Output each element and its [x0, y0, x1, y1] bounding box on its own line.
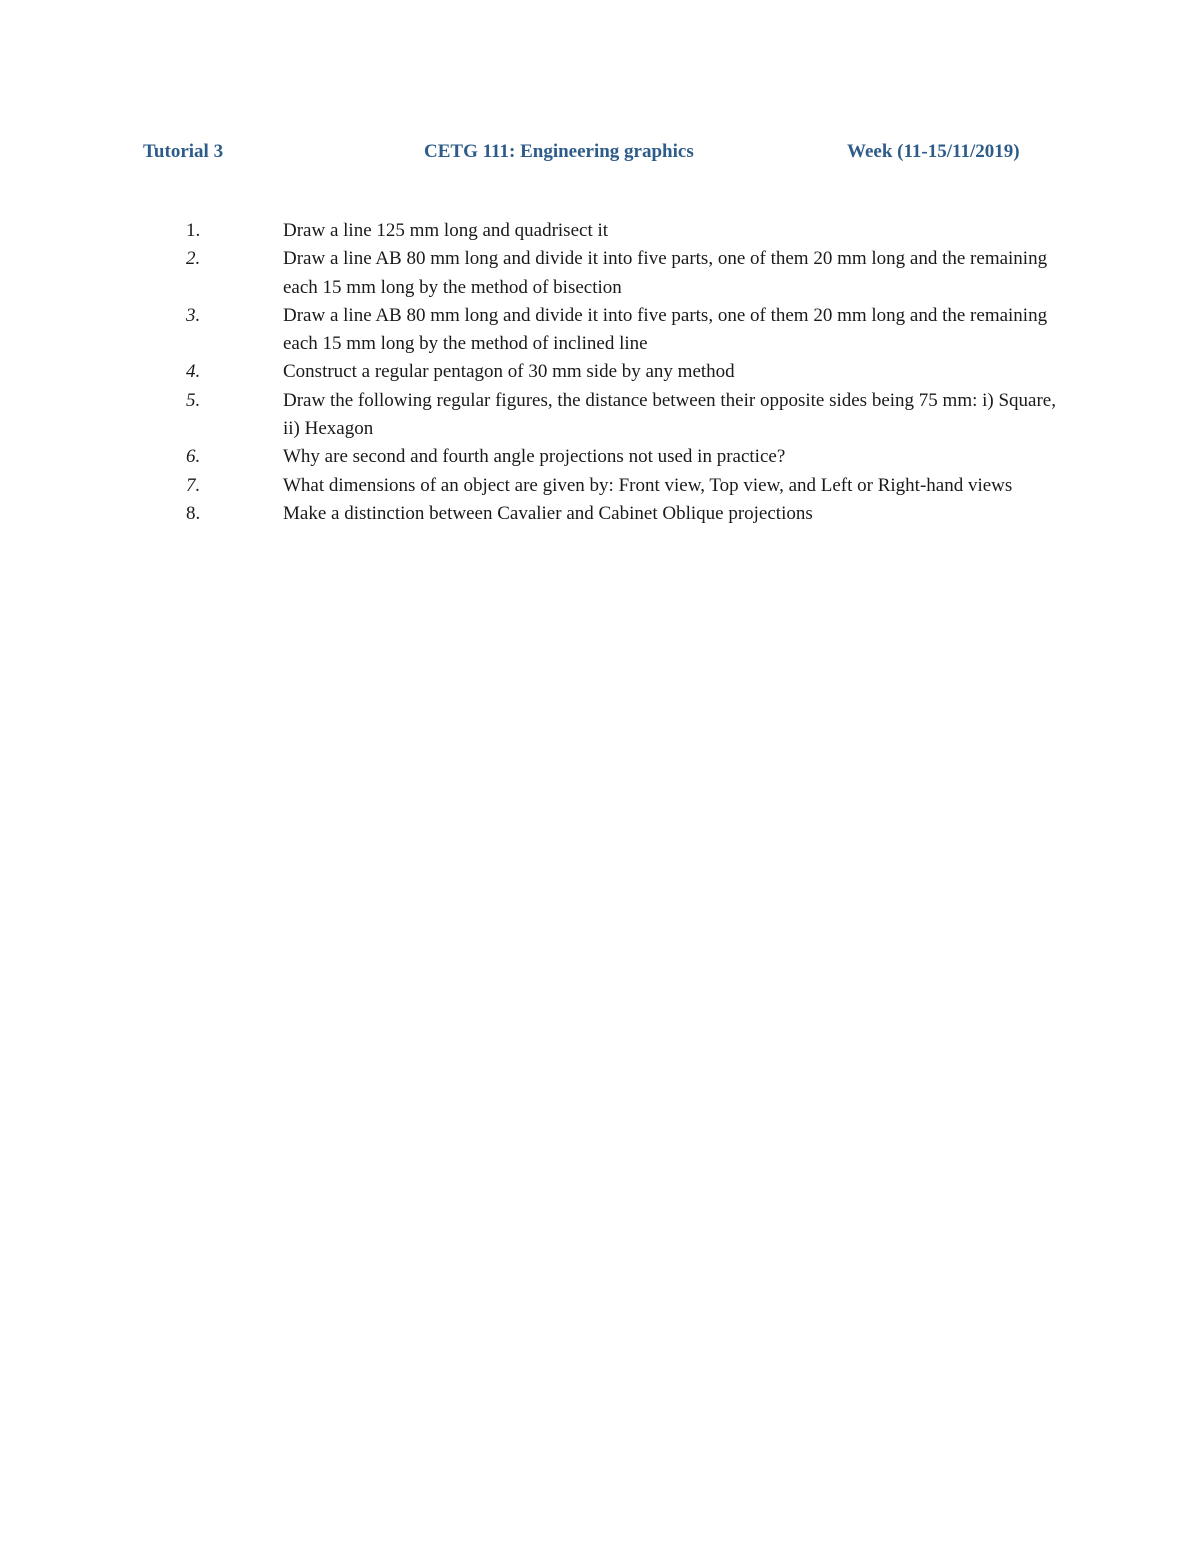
list-item	[0, 358, 1200, 386]
question-text: Draw the following regular figures, the distance between their opposite sides being 75 mm: i) Square, ii) Hexagon	[283, 389, 1056, 440]
list-item	[0, 472, 1200, 500]
question-number: 2.	[186, 248, 201, 270]
list-item	[0, 387, 1200, 444]
tutorial-label: Tutorial 3	[143, 141, 224, 162]
question-number: 3.	[186, 304, 201, 326]
question-number: 7.	[186, 474, 201, 496]
question-text: Draw a line AB 80 mm long and divide it into five parts, one of them 20 mm long and the remaining each 15 mm long by the method of inclined line	[283, 304, 1048, 355]
question-text: Draw a line 125 mm long and quadrisect it	[283, 220, 609, 241]
question-list	[0, 217, 1200, 528]
course-title: CETG 111: Engineering graphics	[424, 141, 694, 162]
question-text: What dimensions of an object are given by: Front view, Top view, and Left or Right-hand views	[283, 474, 1013, 496]
list-item	[0, 245, 1200, 302]
question-number: 6.	[186, 446, 201, 468]
week-label: Week (11-15/11/2019)	[847, 141, 1020, 162]
question-text: Construct a regular pentagon of 30 mm side by any method	[283, 361, 735, 383]
list-item	[0, 217, 1200, 245]
list-item	[0, 500, 1200, 528]
question-text: Draw a line AB 80 mm long and divide it into five parts, one of them 20 mm long and the remaining each 15 mm long by the method of bisection	[283, 248, 1048, 298]
question-text: Why are second and fourth angle projections not used in practice?	[283, 446, 786, 468]
question-number: 8.	[186, 502, 201, 524]
question-number: 4.	[186, 361, 201, 383]
page-header	[0, 141, 1200, 169]
list-item	[0, 443, 1200, 471]
question-text: Make a distinction between Cavalier and Cabinet Oblique projections	[283, 502, 813, 524]
list-item	[0, 302, 1200, 359]
question-number: 1.	[186, 220, 201, 241]
question-number: 5.	[186, 389, 201, 411]
